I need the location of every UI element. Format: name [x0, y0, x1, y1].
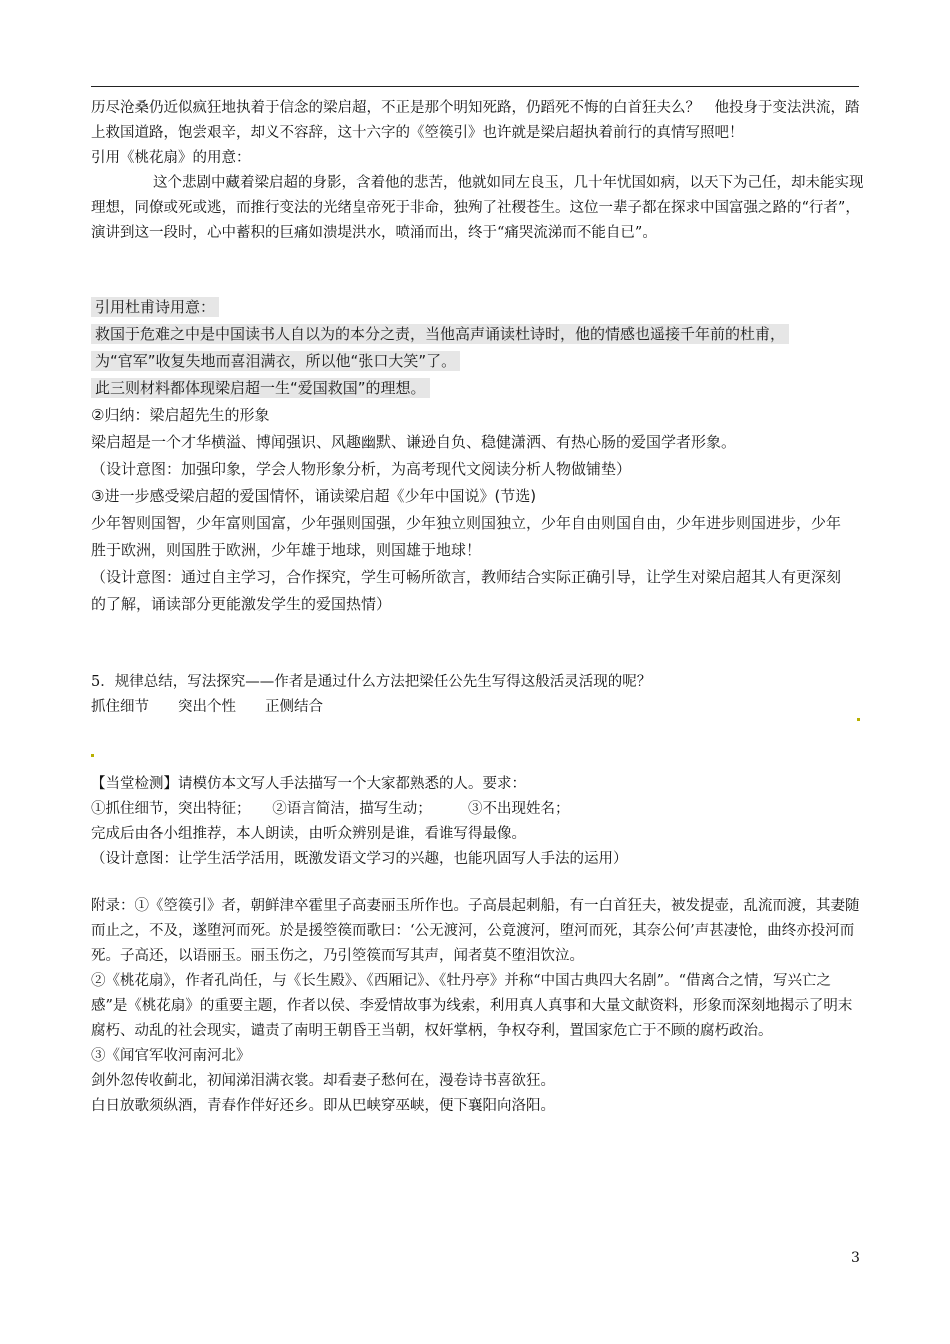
design-intent-3: （设计意图：让学生活学活用，既激发语文学习的兴趣，也能巩固写人手法的运用） — [91, 851, 628, 867]
test-task: 【当堂检测】请模仿本文写人手法描写一个大家都熟悉的人。要求： — [91, 776, 526, 792]
design-intent-1: （设计意图：加强印象，学会人物形象分析，为高考现代文阅读分析人物做铺垫） — [91, 460, 632, 478]
dufu-line-2 — [91, 348, 866, 375]
header-rule — [91, 86, 859, 87]
image-description: 梁启超是一个才华横溢、博闻强识、风趣幽默、谦逊自负、稳健潇洒、有热心肠的爱国学者形象。 — [91, 433, 737, 451]
paragraph-kong-hou-yin-reflection: 历尽沧桑仍近似疯狂地执着于信念的梁启超，不正是那个明知死路，仍蹈死不悔的白首狂夫么？ 他投身于变法洪流，踏上救国道路，饱尝艰辛，却义不容辞，这十六字的《箜篌引》也许就是梁启超执着前行的真情写照吧！ — [91, 100, 860, 141]
design-intent-2: （设计意图：通过自主学习，合作探究，学生可畅所欲言，教师结合实际正确引导，让学生对梁启超其人有更深刻的了解，诵读部分更能激发学生的爱国热情） — [91, 568, 842, 613]
test-after: 完成后由各小组推荐，本人朗读，由听众辨别是谁，看谁写得最像。 — [91, 826, 526, 842]
appendix-taohua-shan: ②《桃花扇》，作者孔尚任，与《长生殿》、《西厢记》、《牡丹亭》并称“中国古典四大名剧”。“借离合之情，写兴亡之感”是《桃花扇》的重要主题，作者以侯、李爱情故事为线索，利用真人真事和大量文献资料，形象而深刻地揭示了明末腐朽、动乱的社会现实，谴责了南明王朝昏王当朝，权奸掌柄，争权夺利，置国家危亡于不顾的腐朽政治。 — [91, 973, 853, 1039]
summary-line — [91, 375, 866, 402]
test-requirements: ①抓住细节，突出特征； ②语言简洁，描写生动； ③不出现姓名； — [91, 801, 570, 817]
appendix-poem-title: ③《闻官军收河南河北》 — [91, 1048, 251, 1064]
appendix-poem-line-1: 剑外忽传收蓟北，初闻涕泪满衣裳。却看妻子愁何在，漫卷诗书喜欲狂。 — [91, 1073, 555, 1089]
taohua-heading: 引用《桃花扇》的用意： — [91, 150, 251, 166]
step-3-heading: ③进一步感受梁启超的爱国情怀，诵读梁启超《少年中国说》(节选) — [91, 487, 537, 505]
dufu-heading-text: 引用杜甫诗用意： — [91, 297, 219, 317]
page-number: 3 — [851, 1250, 860, 1266]
taohua-body: 这个悲剧中藏着梁启超的身影，含着他的悲苦，他就如同左良玉，几十年忧国如病，以天下为己任，却未能实现理想，同僚或死或逃，而推行变法的光绪皇帝死于非命，独殉了社稷苍生。这位一辈子都在探求中国富强之路的“行者”，演讲到这一段时，心中蓄积的巨痛如溃堤洪水，喷涌而出，终于“痛哭流涕而不能自已”。 — [91, 175, 864, 241]
decorative-dot — [91, 754, 94, 757]
section-appendix — [91, 894, 866, 1119]
summary-line-text: 此三则材料都体现梁启超一生“爱国救国”的理想。 — [91, 378, 430, 398]
question-5: 5．规律总结，写法探究——作者是通过什么方法把梁任公先生写得这般活灵活现的呢？ — [91, 674, 652, 690]
dufu-heading — [91, 294, 866, 321]
decorative-dot — [857, 718, 860, 721]
dufu-line-1 — [91, 321, 866, 348]
appendix-poem-line-2: 白日放歌须纵酒，青春作伴好还乡。即从巴峡穿巫峡，便下襄阳向洛阳。 — [91, 1098, 555, 1114]
appendix-kong-hou-yin: 附录：①《箜篌引》者，朝鲜津卒霍里子高妻丽玉所作也。子高晨起刺船，有一白首狂夫，被发提壶，乱流而渡，其妻随而止之，不及，遂堕河而死。於是援箜篌而歌曰：‘公无渡河，公竟渡河，堕河而死，其奈公何’声甚凄怆，曲终亦投河而死。子高还，以语丽玉。丽玉伤之，乃引箜篌而写其声，闻者莫不堕泪饮泣。 — [91, 898, 860, 964]
guina-heading: ②归纳：梁启超先生的形象 — [91, 406, 270, 424]
section-rule — [91, 670, 866, 720]
shaonian-excerpt: 少年智则国智，少年富则国富，少年强则国强，少年独立则国独立，少年自由则国自由，少年进步则国进步，少年胜于欧洲，则国胜于欧洲，少年雄于地球，则国雄于地球！ — [91, 514, 842, 559]
section-test — [91, 772, 866, 872]
dufu-line-2-text: 为“官军”收复失地而喜泪满衣，所以他“张口大笑”了。 — [91, 351, 460, 371]
section-mid — [91, 294, 866, 618]
dufu-line-1-text: 救国于危难之中是中国读书人自以为的本分之责，当他高声诵读杜诗时，他的情感也遥接千年前的杜甫， — [91, 324, 789, 344]
section-top — [91, 96, 866, 246]
writing-methods: 抓住细节 突出个性 正侧结合 — [91, 699, 323, 715]
